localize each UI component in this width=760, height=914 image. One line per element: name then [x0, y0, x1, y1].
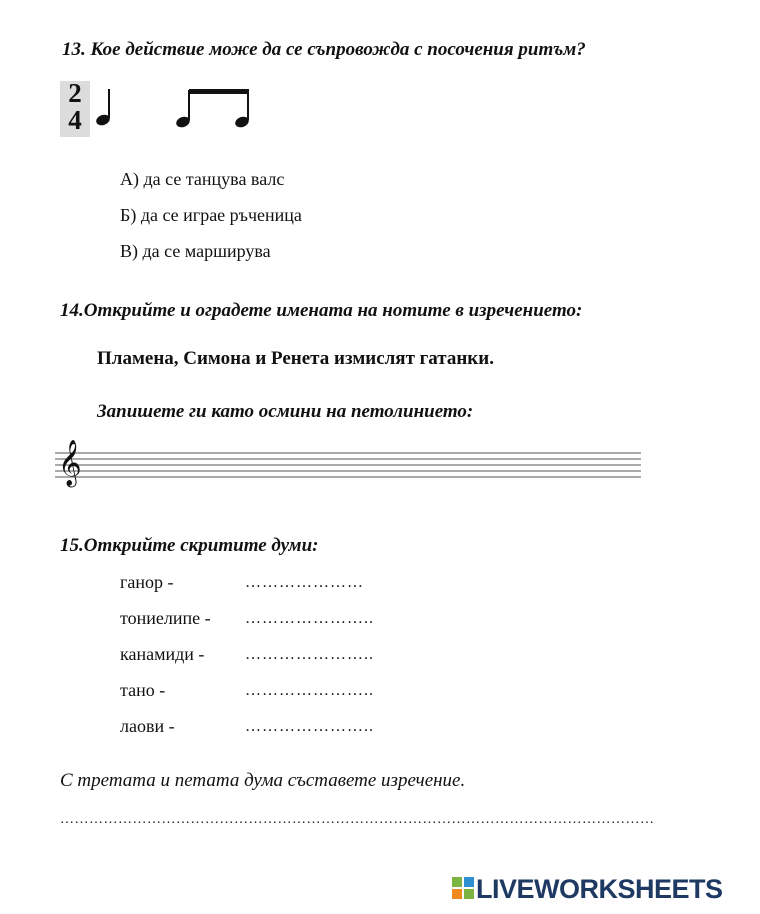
hidden-word-2: тониелипе - [120, 608, 211, 628]
question-13-title: 13. Кое действие може да се съпровожда с посочения ритъм? [62, 39, 586, 60]
answer-blank-3[interactable]: ………………….. [245, 646, 374, 663]
liveworksheets-logo-text: LIVEWORKSHEETS [476, 873, 723, 904]
question-15-title: 15.Открийте скритите думи: [60, 535, 319, 556]
time-signature-bottom: 4 [68, 105, 82, 135]
sentence-answer-line[interactable]: …………………………………………………………………………………………………………… [60, 812, 655, 827]
liveworksheets-logo[interactable] [452, 872, 723, 906]
eighth-beam [189, 89, 249, 94]
staff-instruction: Запишете ги като осмини на петолинието: [97, 401, 474, 422]
option-a[interactable]: А) да се танцува валс [120, 169, 285, 189]
hidden-word-3: канамиди - [120, 644, 205, 664]
eighth-note-pair [175, 89, 251, 129]
time-signature-top: 2 [68, 78, 82, 108]
rhythm-notes [90, 80, 290, 140]
question-14-title: 14.Открийте и оградете имената на нотите в изречението: [60, 300, 583, 321]
answer-blank-2[interactable]: ………………….. [245, 610, 374, 627]
answer-blank-1[interactable]: ………………… [245, 574, 364, 591]
hidden-word-5: лаови - [120, 716, 175, 736]
treble-clef-icon: 𝄞 [58, 440, 82, 486]
sentence-task: С третата и петата дума съставете изречение. [60, 770, 466, 791]
note-names-sentence[interactable]: Пламена, Симона и Ренета измислят гатанки. [97, 348, 494, 369]
liveworksheets-logo-icon [452, 877, 476, 901]
option-b[interactable]: Б) да се играе ръченица [120, 205, 302, 225]
hidden-word-1: ганор - [120, 572, 174, 592]
answer-blank-4[interactable]: ………………….. [245, 682, 374, 699]
hidden-word-4: тано - [120, 680, 166, 700]
option-c[interactable]: В) да се марширува [120, 241, 271, 261]
quarter-note [95, 89, 112, 127]
answer-blank-5[interactable]: ………………….. [245, 718, 374, 735]
staff-lines [55, 445, 645, 485]
